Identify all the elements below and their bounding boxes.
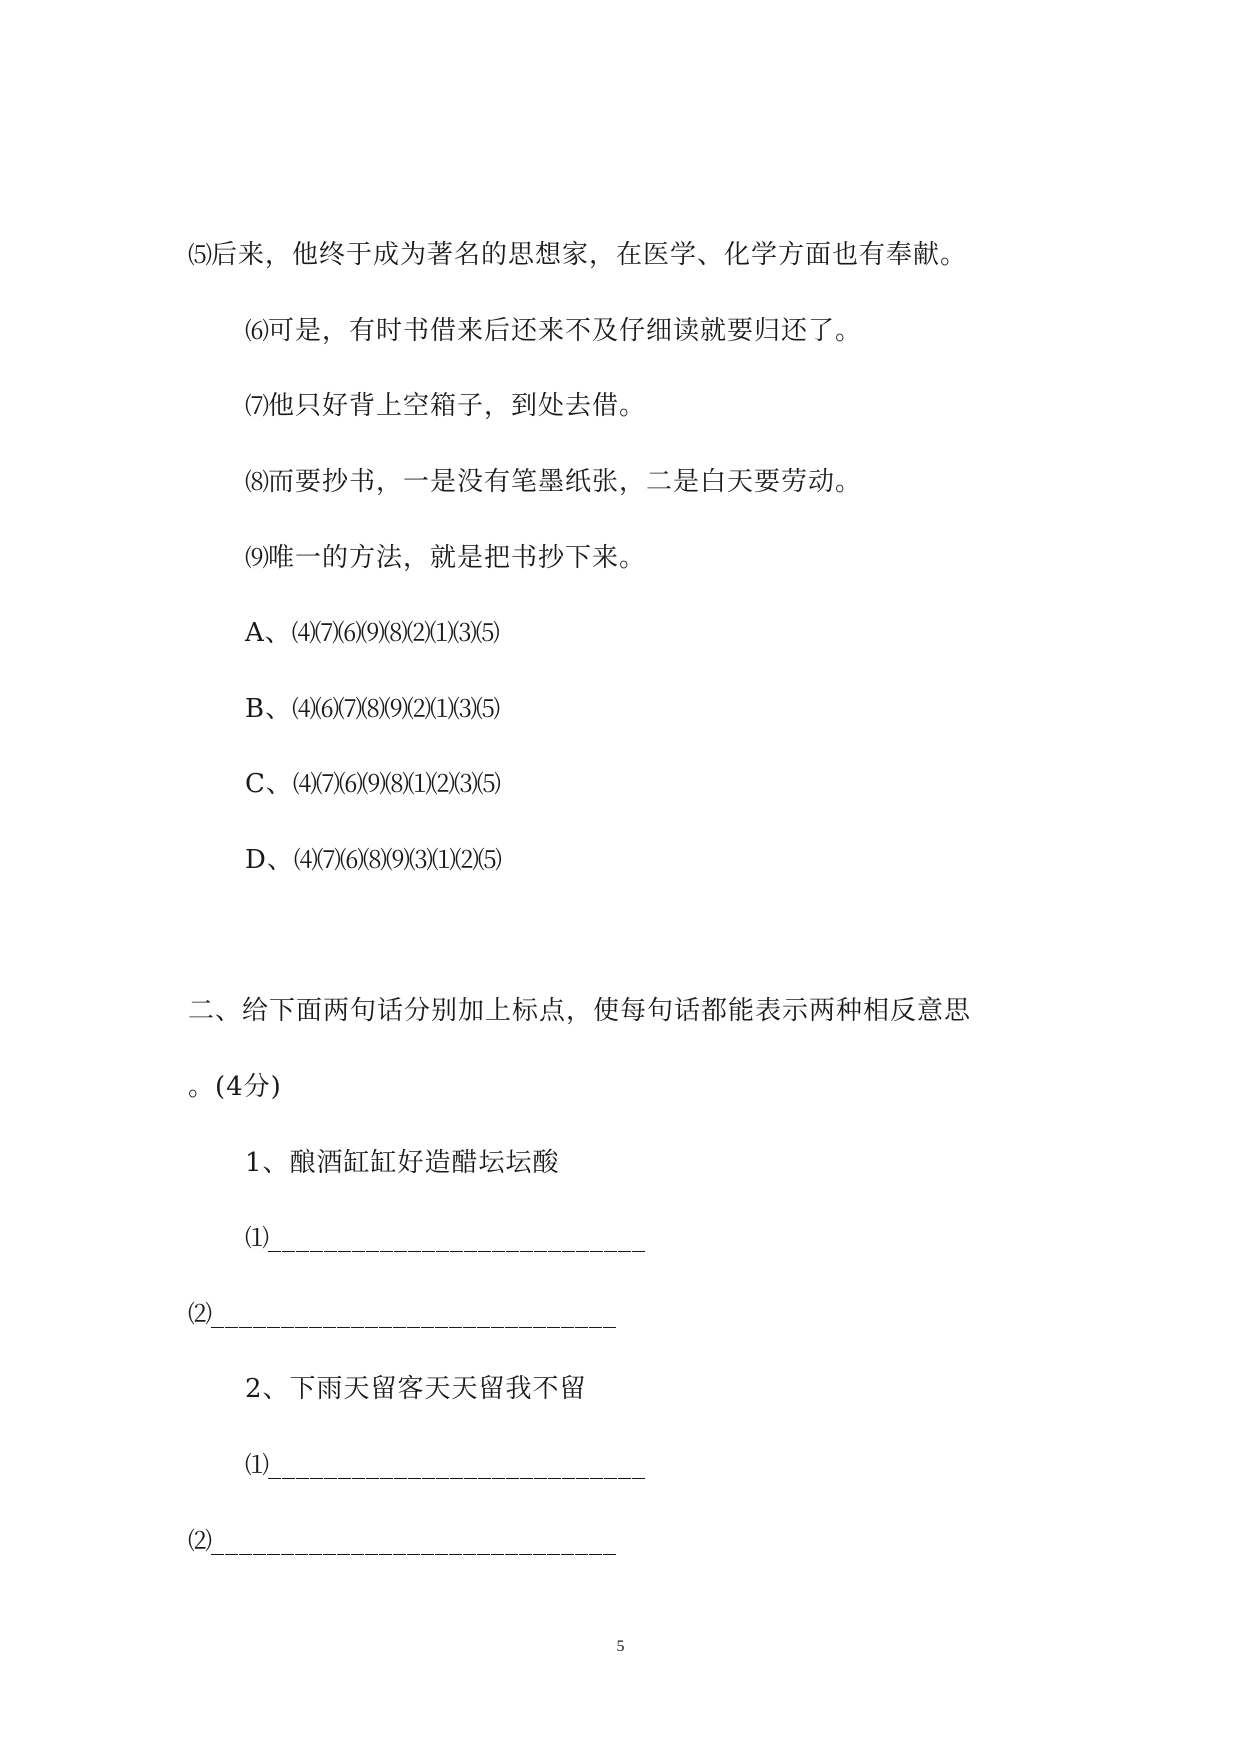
blank-number: ⑵ [188, 1300, 211, 1328]
sentence-number: ⑹ [245, 317, 268, 345]
option-label: C、 [245, 769, 293, 799]
option-label: A、 [245, 618, 292, 648]
q1-answer-blank-1 [245, 1221, 646, 1255]
section-2-title: 二、给下面两句话分别加上标点，使每句话都能表示两种相反意思 [188, 996, 972, 1026]
option-sequence: ⑷⑺⑹⑻⑼⑶⑴⑵⑸ [293, 846, 501, 874]
answer-line: ___________________________ [268, 1223, 646, 1253]
sentence-number: ⑸ [188, 241, 211, 269]
question-1: 1、酿酒缸缸好造醋坛坛酸 [245, 1148, 560, 1178]
option-c [245, 767, 500, 801]
sentence-number: ⑻ [245, 468, 268, 496]
sentence-text: 他只好背上空箱子，到处去借。 [268, 391, 647, 421]
sentence-text: 唯一的方法，就是把书抄下来。 [268, 543, 647, 573]
q2-answer-blank-2 [188, 1524, 617, 1558]
q2-answer-blank-1 [245, 1448, 646, 1482]
option-a [245, 616, 499, 650]
option-label: B、 [245, 694, 293, 724]
sentence-5 [188, 238, 967, 272]
answer-line: _____________________________ [211, 1299, 617, 1329]
option-b [245, 692, 499, 726]
sentence-number: ⑼ [245, 544, 268, 572]
answer-line: _____________________________ [211, 1526, 617, 1556]
page-number: 5 [616, 1638, 625, 1655]
q1-answer-blank-2 [188, 1297, 617, 1331]
blank-number: ⑵ [188, 1527, 211, 1555]
sentence-8 [245, 465, 862, 499]
answer-line: ___________________________ [268, 1450, 646, 1480]
sentence-text: 可是，有时书借来后还来不及仔细读就要归还了。 [268, 316, 863, 346]
option-sequence: ⑷⑺⑹⑼⑻⑴⑵⑶⑸ [292, 770, 500, 798]
sentence-9 [245, 541, 646, 575]
blank-number: ⑴ [245, 1224, 268, 1252]
sentence-text: 而要抄书，一是没有笔墨纸张，二是白天要劳动。 [268, 467, 863, 497]
question-2: 2、下雨天留客天天留我不留 [245, 1374, 587, 1404]
sentence-text: 后来，他终于成为著名的思想家，在医学、化学方面也有奉献。 [211, 240, 968, 270]
option-sequence: ⑷⑹⑺⑻⑼⑵⑴⑶⑸ [292, 695, 500, 723]
option-d [245, 843, 501, 877]
sentence-7 [245, 389, 646, 423]
blank-number: ⑴ [245, 1451, 268, 1479]
sentence-number: ⑺ [245, 392, 268, 420]
section-2-title-continued: 。(4分) [188, 1072, 282, 1102]
option-sequence: ⑷⑺⑹⑼⑻⑵⑴⑶⑸ [291, 619, 499, 647]
sentence-6 [245, 314, 862, 348]
option-label: D、 [245, 845, 294, 875]
